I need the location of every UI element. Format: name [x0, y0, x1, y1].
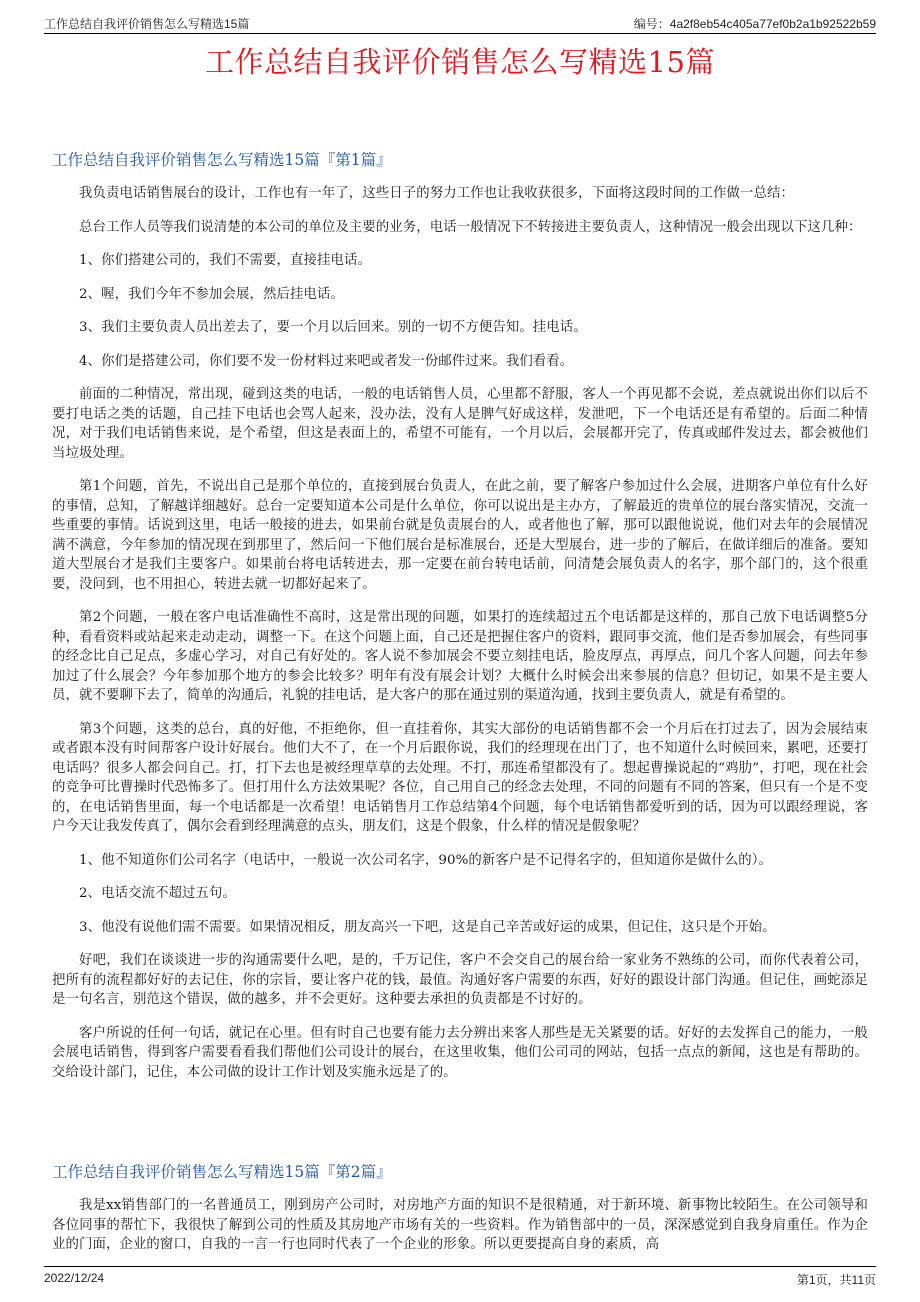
paragraph: 我负责电话销售展台的设计，工作也有一年了，这些日子的努力工作也让我收获很多，下面将这段时间的工作做一总结：: [79, 186, 794, 201]
paragraph: 总台工作人员等我们说清楚的本公司的单位及主要的业务，电话一般情况下不转接进主要负责人，这种情况一般会出现以下这几种：: [79, 219, 862, 235]
list-item: 2、喔，我们今年不参加会展，然后挂电话。: [79, 286, 344, 302]
document-title: 工作总结自我评价销售怎么写精选15篇: [205, 45, 715, 79]
section-1: [52, 148, 868, 1096]
header-doc-name: 工作总结自我评价销售怎么写精选15篇: [44, 17, 250, 31]
footer-date: 2022/12/24: [44, 1271, 105, 1285]
section-2: [52, 1160, 868, 1268]
list-item: 4、你们是搭建公司，你们要不发一份材料过来吧或者发一份邮件过来。我们看看。: [79, 353, 574, 369]
header-doc-id: 编号：4a2f8eb54c405a77ef0b2a1b92522b59: [633, 17, 876, 31]
paragraph: 第2个问题，一般在客户电话准确性不高时，这是常出现的问题，如果打的连续超过五个电话都是这样的，那自己放下电话调整5分种，看看资料或站起来走动走动，调整一下。在这个问题上面，自己还是把握住客户的资料，跟同事交流，他们是否参加展会，有些同事的经念比自己足点，多虚心学习，对自己有好处的。客人说不参加展会不要立刻挂电话，脸皮厚点，再厚点，问几个客人问题，问去年参加过了什么展会？今年参加那个地方的参会比较多？明年有没有展会计划？大概什么时候会出来参展的信息？但切记，如果不是主要人员，就不要聊下去了，简单的沟通后，礼貌的挂电话，是大客户的那在通过别的渠道沟通，找到主要负责人，就是有希望的。: [52, 610, 868, 703]
list-item: 3、他没有说他们需不需要。如果情况相反，朋友高兴一下吧，这是自己辛苦或好运的成果，但记住，这只是个开始。: [79, 919, 776, 935]
section-2-heading: 工作总结自我评价销售怎么写精选15篇『第2篇』: [52, 1163, 392, 1181]
list-item: 3、我们主要负责人员出差去了，要一个月以后回来。别的一切不方便告知。挂电话。: [79, 320, 587, 335]
paragraph: 第3个问题，这类的总台，真的好他，不拒绝你，但一直挂着你，其实大部份的电话销售都不会一个月后在打过去了，因为会展结束或者跟本没有时间帮客户设计好展台。他们大不了，在一个月后跟你说，我们的经理现在出门了，也不知道什么时候回来，累吧，还要打电话吗？很多人都会问自己。打，打下去也是被经理草草的去处理。不打，那连希望都没有了。想起曹操说起的“鸡肋”，打吧，现在社会的竞争可比曹操时代恐怖多了。但打用什么方法效果呢？各位，自己用自己的经念去处理，不同的问题有不同的答案，但只有一个是不变的，在电话销售里面，每一个电话都是一次希望！电话销售月工作总结第4个问题，每个电话销售都爱听到的话，因为可以跟经理说，客户今天让我发传真了，偶尔会看到经理满意的点头，朋友们，这是个假象，什么样的情况是假象呢？: [52, 721, 868, 834]
paragraph: 客户所说的任何一句话，就记在心里。但有时自己也要有能力去分辨出来客人那些是无关紧要的话。好好的去发挥自己的能力，一般会展电话销售，得到客户需要看看我们帮他们公司设计的展台，在这里收集，他们公司司的网站，包括一点点的新闻，这也是有帮助的。交给设计部门，记住，本公司做的设计工作计划及实施永远是了的。: [52, 1025, 868, 1080]
footer-page-number: 第1页，共11页: [796, 1273, 876, 1287]
list-item: 1、你们搭建公司的，我们不需要，直接挂电话。: [79, 253, 371, 268]
paragraph: 好吧，我们在谈谈进一步的沟通需要什么吧，是的，千万记住，客户不会交自己的展台给一家业务不熟练的公司，而你代表着公司，把所有的流程都好好的去记住，你的宗旨，要让客户花的钱，最值。沟通好客户需要的东西，好好的跟设计部门沟通。但记住，画蛇添足是一句名言，别范这个错误，做的越多，并不会更好。这种要去承担的负责都是不讨好的。: [52, 953, 868, 1007]
paragraph: 前面的二种情况，常出现，碰到这类的电话，一般的电话销售人员，心里都不舒服，客人一个再见都不会说，差点就说出你们以后不要打电话之类的话题，自己挂下电话也会骂人起来，没办法，没有人是脾气好成这样，发泄吧，下一个电话还是有希望的。后面二种情况，对于我们电话销售来说，是个希望，但这是表面上的，希望不可能有，一个月以后，会展都开完了，传真或邮件发过去，都会被他们当垃圾处理。: [52, 387, 868, 461]
paragraph: 我是xx销售部门的一名普通员工，刚到房产公司时，对房地产方面的知识不是很精通，对于新环境、新事物比较陌生。在公司领导和各位同事的帮忙下，我很快了解到公司的性质及其房地产市场有关的一些资料。作为销售部中的一员，深深感觉到自我身肩重任。作为企业的门面，企业的窗口，自我的一言一行也同时代表了一个企业的形象。所以更要提高自身的素质，高: [52, 1198, 868, 1252]
running-header: [44, 11, 876, 34]
section-1-heading: 工作总结自我评价销售怎么写精选15篇『第1篇』: [52, 151, 392, 169]
paragraph: 第1个问题，首先，不说出自己是那个单位的，直接到展台负责人，在此之前，要了解客户参加过什么会展，进期客户单位有什么好的事情，总知，了解越详细越好。总台一定要知道本公司是什么单位，你可以说出是主办方，了解最近的贵单位的展台落实情况，交流一些重要的事情。话说到这里，电话一般接的进去，如果前台就是负责展台的人，或者他也了解，那可以跟他说说，他们对去年的会展情况满不满意，今年参加的情况现在到那里了，然后问一下他们展台是标准展台，还是大型展台，进一步的了解后，在做详细后的准备。要知道大型展台才是我们主要客户。如果前台将电话转进去，那一定要在前台转电话前，问清楚会展负责人的名字，那个部门的，这个很重要，没问到，也不用担心，转进去就一切都好起来了。: [52, 479, 868, 592]
list-item: 2、电话交流不超过五句。: [79, 886, 237, 901]
running-footer: [44, 1266, 876, 1289]
list-item: 1、他不知道你们公司名字（电话中，一般说一次公司名字，90%的新客户是不记得名字的，但知道你是做什么的）。: [79, 852, 773, 868]
